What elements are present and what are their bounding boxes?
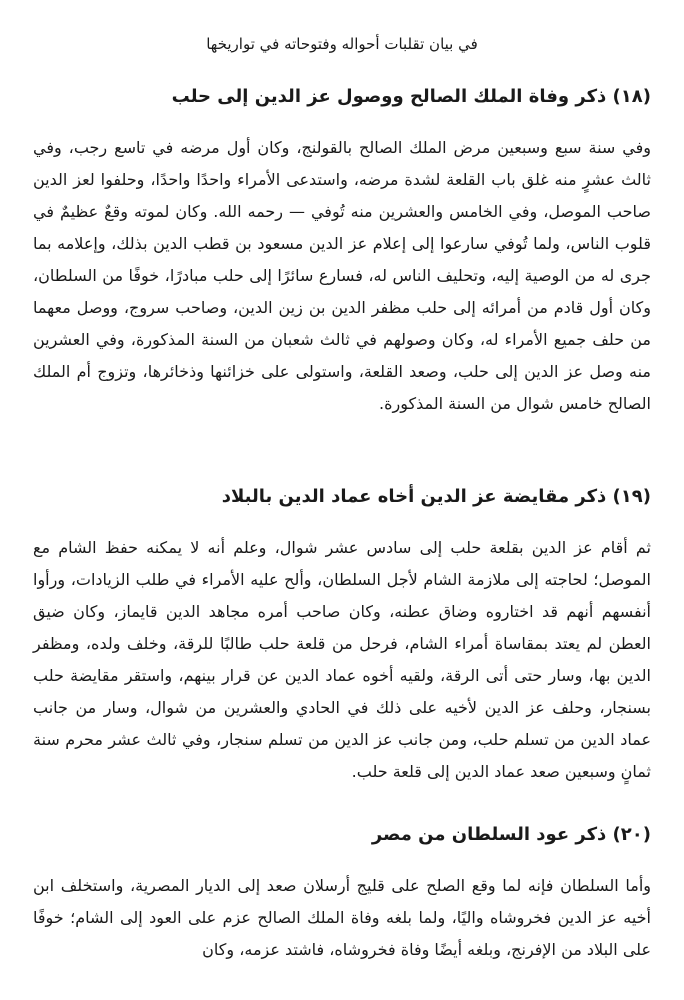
section-heading-18: (١٨) ذكر وفاة الملك الصالح ووصول عز الدين إلى حلب <box>171 86 651 107</box>
running-head: في بيان تقلبات أحواله وفتوحاته في تواريخها <box>206 35 478 53</box>
section-paragraph-20: وأما السلطان فإنه لما وقع الصلح على قليج أرسلان صعد إلى الديار المصرية، واستخلف ابن أخيه عز الدين فخروشاه واليًا، ولما بلغه وفاة الملك الصالح عزم على العود إلى الشام؛ خوفًا على البلاد من الإفرنج، وبلغه أيضًا وفاة فخروشاه، فاشتد عزمه، وكان <box>33 876 651 959</box>
document-page <box>33 0 651 1000</box>
section-heading-20: (٢٠) ذكر عود السلطان من مصر <box>371 824 651 845</box>
section-heading-19: (١٩) ذكر مقايضة عز الدين أخاه عماد الدين بالبلاد <box>221 486 651 507</box>
section-paragraph-18: وفي سنة سبع وسبعين مرض الملك الصالح بالقولنج، وكان أول مرضه في تاسع رجب، وفي ثالث عشرٍ منه غلق باب القلعة لشدة مرضه، واستدعى الأمراء واحدًا واحدًا، وحلفوا لعز الدين صاحب الموصل، وفي الخامس والعشرين منه تُوفي — رحمه الله. وكان لموته وقعٌ عظيمٌ في قلوب الناس، ولما تُوفي سارعوا إلى إعلام عز الدين مسعود بن قطب الدين بذلك، وإعلامه بما جرى له من الوصية إليه، وتحليف الناس له، فسارع سائرًا إلى حلب مبادرًا، خوفًا من السلطان، وكان أول قادم من أمرائه إلى حلب مظفر الدين بن زين الدين، وصاحب سروج، ووصل معهما من حلف جميع الأمراء له، وكان وصولهم في ثالث شعبان من السنة المذكورة، وفي العشرين منه وصل عز الدين إلى حلب، وصعد القلعة، واستولى على خزائنها وذخائرها، وتزوج أم الملك الصالح خامس شوال من السنة المذكورة. <box>33 138 651 413</box>
section-paragraph-19: ثم أقام عز الدين بقلعة حلب إلى سادس عشر شوال، وعلم أنه لا يمكنه حفظ الشام مع الموصل؛ لحاجته إلى ملازمة الشام لأجل السلطان، وألح عليه الأمراء في طلب الزيادات، ورأوا أنفسهم أنهم قد اختاروه وضاق عطنه، وكان صاحب أمره مجاهد الدين قايماز، وكان ضيق العطن لم يعتد بمقاساة أمراء الشام، فرحل من قلعة حلب طالبًا للرقة، وخلف ولده، ومظفر الدين بها، وسار حتى أتى الرقة، ولقيه أخوه عماد الدين عن قرار بينهم، واستقر مقايضة حلب بسنجار، وحلف عز الدين لأخيه على ذلك في الحادي والعشرين من شوال، وسار من جانب عماد الدين من تسلم حلب، ومن جانب عز الدين من تسلم سنجار، وفي ثالث عشر محرم سنة ثمانٍ وسبعين صعد عماد الدين إلى قلعة حلب. <box>33 538 651 781</box>
